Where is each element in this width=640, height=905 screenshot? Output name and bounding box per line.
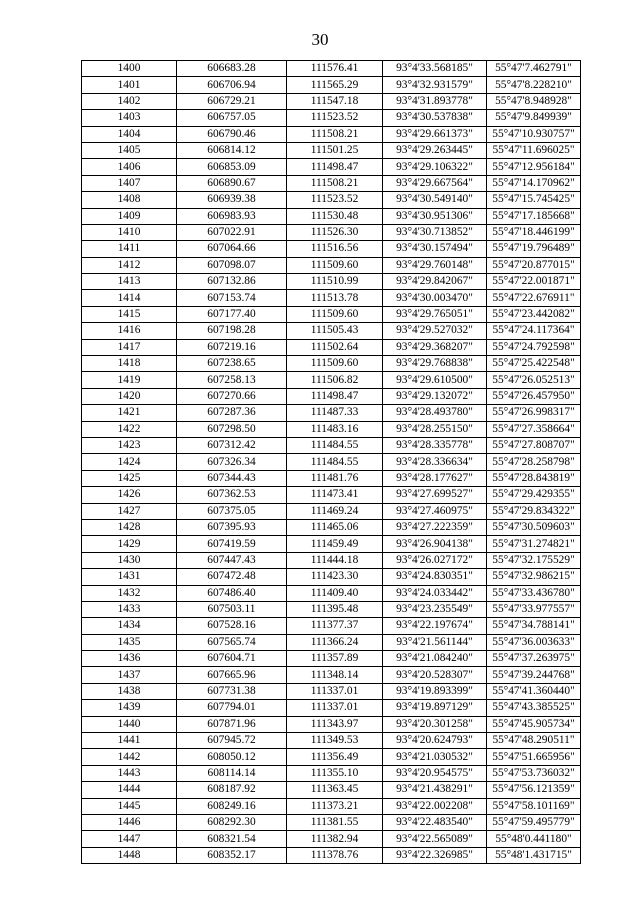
latitude-cell: 55°47'26.052513" [487,372,581,388]
table-row [82,487,581,503]
x-coordinate-cell: 607503.11 [177,601,287,617]
table-row [82,765,581,781]
point-number-cell: 1445 [82,798,177,814]
latitude-cell: 55°48'1.431715" [487,847,581,863]
table-row [82,421,581,437]
x-coordinate-cell: 606757.05 [177,110,287,126]
latitude-cell: 55°47'28.258798" [487,454,581,470]
y-coordinate-cell: 111508.21 [287,175,383,191]
latitude-cell: 55°47'39.244768" [487,667,581,683]
point-number-cell: 1429 [82,536,177,552]
latitude-cell: 55°47'26.998317" [487,405,581,421]
table-row [82,503,581,519]
x-coordinate-cell: 607419.59 [177,536,287,552]
latitude-cell: 55°47'17.185668" [487,208,581,224]
y-coordinate-cell: 111526.30 [287,224,383,240]
y-coordinate-cell: 111516.56 [287,241,383,257]
longitude-cell: 93°4'27.222359" [383,519,487,535]
latitude-cell: 55°47'48.290511" [487,733,581,749]
longitude-cell: 93°4'27.699527" [383,487,487,503]
point-number-cell: 1416 [82,323,177,339]
table-row [82,241,581,257]
x-coordinate-cell: 606683.28 [177,61,287,77]
x-coordinate-cell: 607177.40 [177,306,287,322]
point-number-cell: 1440 [82,716,177,732]
point-number-cell: 1401 [82,77,177,93]
point-number-cell: 1418 [82,356,177,372]
y-coordinate-cell: 111343.97 [287,716,383,732]
longitude-cell: 93°4'20.528307" [383,667,487,683]
y-coordinate-cell: 111498.47 [287,159,383,175]
y-coordinate-cell: 111523.52 [287,192,383,208]
table-row [82,257,581,273]
y-coordinate-cell: 111484.55 [287,454,383,470]
x-coordinate-cell: 607312.42 [177,437,287,453]
longitude-cell: 93°4'30.003470" [383,290,487,306]
x-coordinate-cell: 606939.38 [177,192,287,208]
x-coordinate-cell: 608352.17 [177,847,287,863]
x-coordinate-cell: 606729.21 [177,93,287,109]
longitude-cell: 93°4'29.368207" [383,339,487,355]
x-coordinate-cell: 607871.96 [177,716,287,732]
longitude-cell: 93°4'29.667564" [383,175,487,191]
table-row [82,749,581,765]
point-number-cell: 1433 [82,601,177,617]
longitude-cell: 93°4'33.568185" [383,61,487,77]
x-coordinate-cell: 607064.66 [177,241,287,257]
y-coordinate-cell: 111363.45 [287,782,383,798]
latitude-cell: 55°47'45.905734" [487,716,581,732]
point-number-cell: 1427 [82,503,177,519]
longitude-cell: 93°4'24.033442" [383,585,487,601]
longitude-cell: 93°4'22.002208" [383,798,487,814]
table-row [82,323,581,339]
y-coordinate-cell: 111348.14 [287,667,383,683]
y-coordinate-cell: 111465.06 [287,519,383,535]
table-row [82,192,581,208]
point-number-cell: 1408 [82,192,177,208]
y-coordinate-cell: 111484.55 [287,437,383,453]
latitude-cell: 55°47'32.175529" [487,552,581,568]
y-coordinate-cell: 111530.48 [287,208,383,224]
table-row [82,159,581,175]
latitude-cell: 55°47'36.003633" [487,634,581,650]
y-coordinate-cell: 111473.41 [287,487,383,503]
x-coordinate-cell: 606890.67 [177,175,287,191]
longitude-cell: 93°4'29.768838" [383,356,487,372]
longitude-cell: 93°4'31.893778" [383,93,487,109]
longitude-cell: 93°4'29.661373" [383,126,487,142]
latitude-cell: 55°47'30.509603" [487,519,581,535]
latitude-cell: 55°48'0.441180" [487,831,581,847]
table-row [82,306,581,322]
table-row [82,437,581,453]
table-row [82,536,581,552]
point-number-cell: 1420 [82,388,177,404]
x-coordinate-cell: 607238.65 [177,356,287,372]
table-row [82,77,581,93]
longitude-cell: 93°4'19.897129" [383,700,487,716]
longitude-cell: 93°4'29.765051" [383,306,487,322]
x-coordinate-cell: 607604.71 [177,651,287,667]
x-coordinate-cell: 607472.48 [177,569,287,585]
longitude-cell: 93°4'29.610500" [383,372,487,388]
longitude-cell: 93°4'22.565089" [383,831,487,847]
y-coordinate-cell: 111501.25 [287,142,383,158]
page-number: 30 [311,30,329,49]
point-number-cell: 1435 [82,634,177,650]
point-number-cell: 1447 [82,831,177,847]
longitude-cell: 93°4'22.326985" [383,847,487,863]
point-number-cell: 1405 [82,142,177,158]
longitude-cell: 93°4'22.483540" [383,814,487,830]
y-coordinate-cell: 111487.33 [287,405,383,421]
point-number-cell: 1430 [82,552,177,568]
latitude-cell: 55°47'11.696025" [487,142,581,158]
y-coordinate-cell: 111356.49 [287,749,383,765]
latitude-cell: 55°47'27.358664" [487,421,581,437]
y-coordinate-cell: 111423.30 [287,569,383,585]
longitude-cell: 93°4'29.263445" [383,142,487,158]
point-number-cell: 1425 [82,470,177,486]
x-coordinate-cell: 607375.05 [177,503,287,519]
x-coordinate-cell: 607344.43 [177,470,287,486]
latitude-cell: 55°47'51.665956" [487,749,581,765]
x-coordinate-cell: 607287.36 [177,405,287,421]
longitude-cell: 93°4'28.335778" [383,437,487,453]
y-coordinate-cell: 111565.29 [287,77,383,93]
table-row [82,356,581,372]
point-number-cell: 1444 [82,782,177,798]
longitude-cell: 93°4'26.027172" [383,552,487,568]
x-coordinate-cell: 607486.40 [177,585,287,601]
point-number-cell: 1410 [82,224,177,240]
table-row [82,93,581,109]
table-row [82,569,581,585]
y-coordinate-cell: 111381.55 [287,814,383,830]
x-coordinate-cell: 608187.92 [177,782,287,798]
x-coordinate-cell: 607665.96 [177,667,287,683]
point-number-cell: 1424 [82,454,177,470]
y-coordinate-cell: 111349.53 [287,733,383,749]
point-number-cell: 1422 [82,421,177,437]
table-row [82,290,581,306]
latitude-cell: 55°47'22.001871" [487,274,581,290]
point-number-cell: 1428 [82,519,177,535]
latitude-cell: 55°47'24.792598" [487,339,581,355]
latitude-cell: 55°47'41.360440" [487,683,581,699]
y-coordinate-cell: 111377.37 [287,618,383,634]
x-coordinate-cell: 606790.46 [177,126,287,142]
table-row [82,208,581,224]
x-coordinate-cell: 607132.86 [177,274,287,290]
table-row [82,814,581,830]
x-coordinate-cell: 607298.50 [177,421,287,437]
table-row [82,601,581,617]
x-coordinate-cell: 607326.34 [177,454,287,470]
latitude-cell: 55°47'23.442082" [487,306,581,322]
point-number-cell: 1431 [82,569,177,585]
y-coordinate-cell: 111506.82 [287,372,383,388]
longitude-cell: 93°4'30.713852" [383,224,487,240]
table-row [82,274,581,290]
latitude-cell: 55°47'58.101169" [487,798,581,814]
table-row [82,651,581,667]
table-row [82,224,581,240]
point-number-cell: 1407 [82,175,177,191]
x-coordinate-cell: 608114.14 [177,765,287,781]
longitude-cell: 93°4'28.336634" [383,454,487,470]
y-coordinate-cell: 111509.60 [287,356,383,372]
y-coordinate-cell: 111382.94 [287,831,383,847]
latitude-cell: 55°47'25.422548" [487,356,581,372]
latitude-cell: 55°47'10.930757" [487,126,581,142]
table-row [82,847,581,863]
x-coordinate-cell: 607565.74 [177,634,287,650]
latitude-cell: 55°47'59.495779" [487,814,581,830]
latitude-cell: 55°47'43.385525" [487,700,581,716]
point-number-cell: 1415 [82,306,177,322]
point-number-cell: 1448 [82,847,177,863]
table-row [82,634,581,650]
y-coordinate-cell: 111483.16 [287,421,383,437]
x-coordinate-cell: 607395.93 [177,519,287,535]
table-row [82,339,581,355]
x-coordinate-cell: 607219.16 [177,339,287,355]
table-row [82,388,581,404]
latitude-cell: 55°47'56.121359" [487,782,581,798]
longitude-cell: 93°4'28.255150" [383,421,487,437]
longitude-cell: 93°4'21.084240" [383,651,487,667]
y-coordinate-cell: 111459.49 [287,536,383,552]
table-row [82,110,581,126]
longitude-cell: 93°4'29.106322" [383,159,487,175]
point-number-cell: 1434 [82,618,177,634]
longitude-cell: 93°4'24.830351" [383,569,487,585]
point-number-cell: 1400 [82,61,177,77]
table-row [82,175,581,191]
point-number-cell: 1417 [82,339,177,355]
longitude-cell: 93°4'21.561144" [383,634,487,650]
longitude-cell: 93°4'21.030532" [383,749,487,765]
table-row [82,683,581,699]
y-coordinate-cell: 111508.21 [287,126,383,142]
point-number-cell: 1437 [82,667,177,683]
table-row [82,61,581,77]
longitude-cell: 93°4'20.954575" [383,765,487,781]
longitude-cell: 93°4'28.177627" [383,470,487,486]
x-coordinate-cell: 607153.74 [177,290,287,306]
y-coordinate-cell: 111502.64 [287,339,383,355]
latitude-cell: 55°47'28.843819" [487,470,581,486]
latitude-cell: 55°47'12.956184" [487,159,581,175]
point-number-cell: 1439 [82,700,177,716]
point-number-cell: 1413 [82,274,177,290]
point-number-cell: 1403 [82,110,177,126]
latitude-cell: 55°47'20.877015" [487,257,581,273]
x-coordinate-cell: 607362.53 [177,487,287,503]
point-number-cell: 1438 [82,683,177,699]
point-number-cell: 1442 [82,749,177,765]
point-number-cell: 1412 [82,257,177,273]
y-coordinate-cell: 111509.60 [287,257,383,273]
point-number-cell: 1402 [82,93,177,109]
table-row [82,831,581,847]
point-number-cell: 1409 [82,208,177,224]
y-coordinate-cell: 111378.76 [287,847,383,863]
x-coordinate-cell: 606853.09 [177,159,287,175]
x-coordinate-cell: 607270.66 [177,388,287,404]
latitude-cell: 55°47'29.429355" [487,487,581,503]
table-row [82,585,581,601]
point-number-cell: 1411 [82,241,177,257]
latitude-cell: 55°47'15.745425" [487,192,581,208]
point-number-cell: 1432 [82,585,177,601]
table-row [82,142,581,158]
longitude-cell: 93°4'22.197674" [383,618,487,634]
y-coordinate-cell: 111373.21 [287,798,383,814]
x-coordinate-cell: 608050.12 [177,749,287,765]
table-row [82,798,581,814]
y-coordinate-cell: 111357.89 [287,651,383,667]
point-number-cell: 1421 [82,405,177,421]
table-row [82,470,581,486]
longitude-cell: 93°4'29.760148" [383,257,487,273]
longitude-cell: 93°4'23.235549" [383,601,487,617]
table-row [82,405,581,421]
point-number-cell: 1404 [82,126,177,142]
point-number-cell: 1443 [82,765,177,781]
x-coordinate-cell: 607731.38 [177,683,287,699]
latitude-cell: 55°47'33.436780" [487,585,581,601]
latitude-cell: 55°47'7.462791" [487,61,581,77]
coordinates-table-body [82,61,581,864]
y-coordinate-cell: 111444.18 [287,552,383,568]
latitude-cell: 55°47'26.457950" [487,388,581,404]
x-coordinate-cell: 607022.91 [177,224,287,240]
x-coordinate-cell: 606814.12 [177,142,287,158]
latitude-cell: 55°47'9.849939" [487,110,581,126]
point-number-cell: 1441 [82,733,177,749]
table-row [82,716,581,732]
latitude-cell: 55°47'22.676911" [487,290,581,306]
y-coordinate-cell: 111510.99 [287,274,383,290]
y-coordinate-cell: 111509.60 [287,306,383,322]
table-row [82,372,581,388]
table-row [82,733,581,749]
x-coordinate-cell: 608249.16 [177,798,287,814]
longitude-cell: 93°4'19.893399" [383,683,487,699]
y-coordinate-cell: 111366.24 [287,634,383,650]
point-number-cell: 1406 [82,159,177,175]
coordinates-table [81,60,581,864]
y-coordinate-cell: 111547.18 [287,93,383,109]
latitude-cell: 55°47'18.446199" [487,224,581,240]
latitude-cell: 55°47'8.228210" [487,77,581,93]
x-coordinate-cell: 606983.93 [177,208,287,224]
x-coordinate-cell: 607945.72 [177,733,287,749]
x-coordinate-cell: 608321.54 [177,831,287,847]
longitude-cell: 93°4'29.132072" [383,388,487,404]
x-coordinate-cell: 607098.07 [177,257,287,273]
y-coordinate-cell: 111469.24 [287,503,383,519]
point-number-cell: 1419 [82,372,177,388]
longitude-cell: 93°4'30.157494" [383,241,487,257]
point-number-cell: 1436 [82,651,177,667]
latitude-cell: 55°47'34.788141" [487,618,581,634]
longitude-cell: 93°4'21.438291" [383,782,487,798]
x-coordinate-cell: 607258.13 [177,372,287,388]
table-row [82,126,581,142]
point-number-cell: 1446 [82,814,177,830]
y-coordinate-cell: 111498.47 [287,388,383,404]
x-coordinate-cell: 608292.30 [177,814,287,830]
y-coordinate-cell: 111523.52 [287,110,383,126]
latitude-cell: 55°47'19.796489" [487,241,581,257]
y-coordinate-cell: 111395.48 [287,601,383,617]
longitude-cell: 93°4'30.537838" [383,110,487,126]
y-coordinate-cell: 111337.01 [287,700,383,716]
y-coordinate-cell: 111576.41 [287,61,383,77]
y-coordinate-cell: 111505.43 [287,323,383,339]
x-coordinate-cell: 607528.16 [177,618,287,634]
latitude-cell: 55°47'33.977557" [487,601,581,617]
x-coordinate-cell: 607794.01 [177,700,287,716]
point-number-cell: 1423 [82,437,177,453]
latitude-cell: 55°47'14.170962" [487,175,581,191]
point-number-cell: 1414 [82,290,177,306]
longitude-cell: 93°4'27.460975" [383,503,487,519]
longitude-cell: 93°4'30.951306" [383,208,487,224]
latitude-cell: 55°47'27.808707" [487,437,581,453]
latitude-cell: 55°47'29.834322" [487,503,581,519]
point-number-cell: 1426 [82,487,177,503]
table-row [82,782,581,798]
table-row [82,454,581,470]
y-coordinate-cell: 111513.78 [287,290,383,306]
longitude-cell: 93°4'30.549140" [383,192,487,208]
x-coordinate-cell: 607447.43 [177,552,287,568]
longitude-cell: 93°4'20.624793" [383,733,487,749]
latitude-cell: 55°47'24.117364" [487,323,581,339]
longitude-cell: 93°4'26.904138" [383,536,487,552]
table-row [82,618,581,634]
table-row [82,519,581,535]
longitude-cell: 93°4'28.493780" [383,405,487,421]
table-row [82,667,581,683]
y-coordinate-cell: 111481.76 [287,470,383,486]
latitude-cell: 55°47'31.274821" [487,536,581,552]
x-coordinate-cell: 607198.28 [177,323,287,339]
longitude-cell: 93°4'20.301258" [383,716,487,732]
longitude-cell: 93°4'29.842067" [383,274,487,290]
table-row [82,700,581,716]
latitude-cell: 55°47'32.986215" [487,569,581,585]
y-coordinate-cell: 111355.10 [287,765,383,781]
y-coordinate-cell: 111409.40 [287,585,383,601]
latitude-cell: 55°47'53.736032" [487,765,581,781]
latitude-cell: 55°47'37.263975" [487,651,581,667]
table-row [82,552,581,568]
x-coordinate-cell: 606706.94 [177,77,287,93]
latitude-cell: 55°47'8.948928" [487,93,581,109]
y-coordinate-cell: 111337.01 [287,683,383,699]
longitude-cell: 93°4'29.527032" [383,323,487,339]
longitude-cell: 93°4'32.931579" [383,77,487,93]
